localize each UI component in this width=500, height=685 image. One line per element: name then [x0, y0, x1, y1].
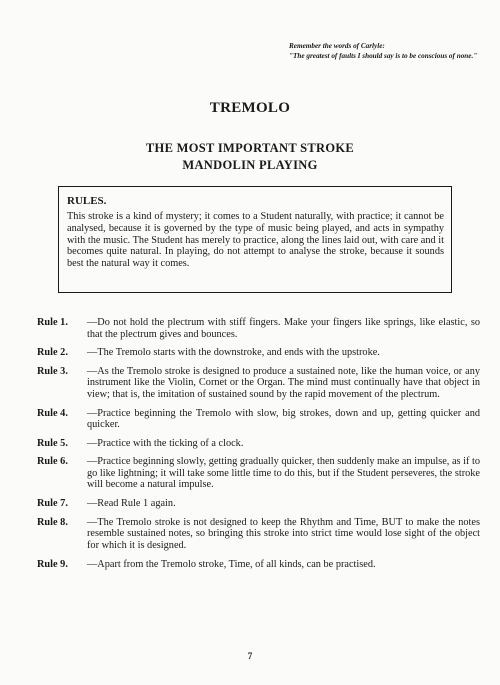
rule-label: Rule 7.: [37, 498, 68, 510]
rule-item: [37, 366, 480, 401]
rules-list: [37, 317, 480, 577]
rule-label: Rule 9.: [37, 558, 68, 570]
page-number: 7: [247, 651, 253, 661]
rule-label: Rule 3.: [37, 365, 68, 377]
rules-heading: RULES.: [67, 195, 107, 207]
rule-text: —Read Rule 1 again.: [87, 498, 176, 510]
rule-text: —Practice with the ticking of a clock.: [87, 437, 244, 449]
page-title: TREMOLO: [209, 100, 291, 116]
epigraph: [286, 41, 482, 61]
rule-text: —As the Tremolo stroke is designed to produce a sustained note, like the human voice, or any instrument like the Violin, Cornet or the Organ. The mind must continually have that object in view; that is, the imitation of sustained sound by the rapid movement of the plectrum.: [87, 365, 480, 400]
epigraph-quote: "The greatest of faults I should say is to be conscious of none.": [289, 52, 478, 60]
rule-text: —Apart from the Tremolo stroke, Time, of all kinds, can be practised.: [87, 558, 376, 570]
rule-text: —The Tremolo stroke is not designed to keep the Rhythm and Time, BUT to make the notes resemble sustained notes, so bringing this stroke into strict time would lose sight of the object for which it is designed.: [87, 516, 480, 551]
rules-text: This stroke is a kind of mystery; it comes to a Student naturally, with practice; it cannot be analysed, because it is governed by the type of music being played, and acts in sympathy with the music. The Student has merely to practice, along the lines laid out, with care and it becomes quite natural. In playing, do not attempt to analyse the stroke, because it sounds best the natural way it comes.: [67, 211, 444, 270]
rule-label: Rule 8.: [37, 516, 68, 528]
rule-item: [37, 408, 480, 431]
rule-label: Rule 5.: [37, 437, 68, 449]
rule-label: Rule 4.: [37, 407, 68, 419]
rules-box: [58, 186, 452, 293]
rule-label: Rule 1.: [37, 317, 68, 328]
rule-item: [37, 438, 480, 450]
subtitle: [0, 140, 500, 174]
subtitle-line-1: THE MOST IMPORTANT STROKE: [145, 141, 355, 155]
rule-label: Rule 6.: [37, 456, 68, 468]
rule-item: [37, 456, 480, 491]
rule-text: —Do not hold the plectrum with stiff fingers. Make your fingers like springs, like elastic, so that the plectrum gives and bounces.: [87, 317, 480, 340]
rule-item: [37, 347, 480, 359]
rule-text: —Practice beginning the Tremolo with slow, big strokes, down and up, getting quicker and quicker.: [87, 407, 480, 431]
rule-label: Rule 2.: [37, 347, 68, 359]
rule-item: [37, 498, 480, 510]
subtitle-line-2: MANDOLIN PLAYING: [182, 158, 318, 172]
rule-text: —The Tremolo starts with the downstroke, and ends with the upstroke.: [87, 347, 380, 359]
rule-item: [37, 517, 480, 552]
rule-item: [37, 317, 480, 340]
rule-text: —Practice beginning slowly, getting gradually quicker, then suddenly make an impulse, as if to go like lightning; it will take some little time to do this, but if the Student perseveres, the stroke will become a natural impulse.: [87, 456, 480, 491]
epigraph-intro: Remember the words of Carlyle:: [289, 42, 385, 50]
rule-item: [37, 559, 480, 571]
